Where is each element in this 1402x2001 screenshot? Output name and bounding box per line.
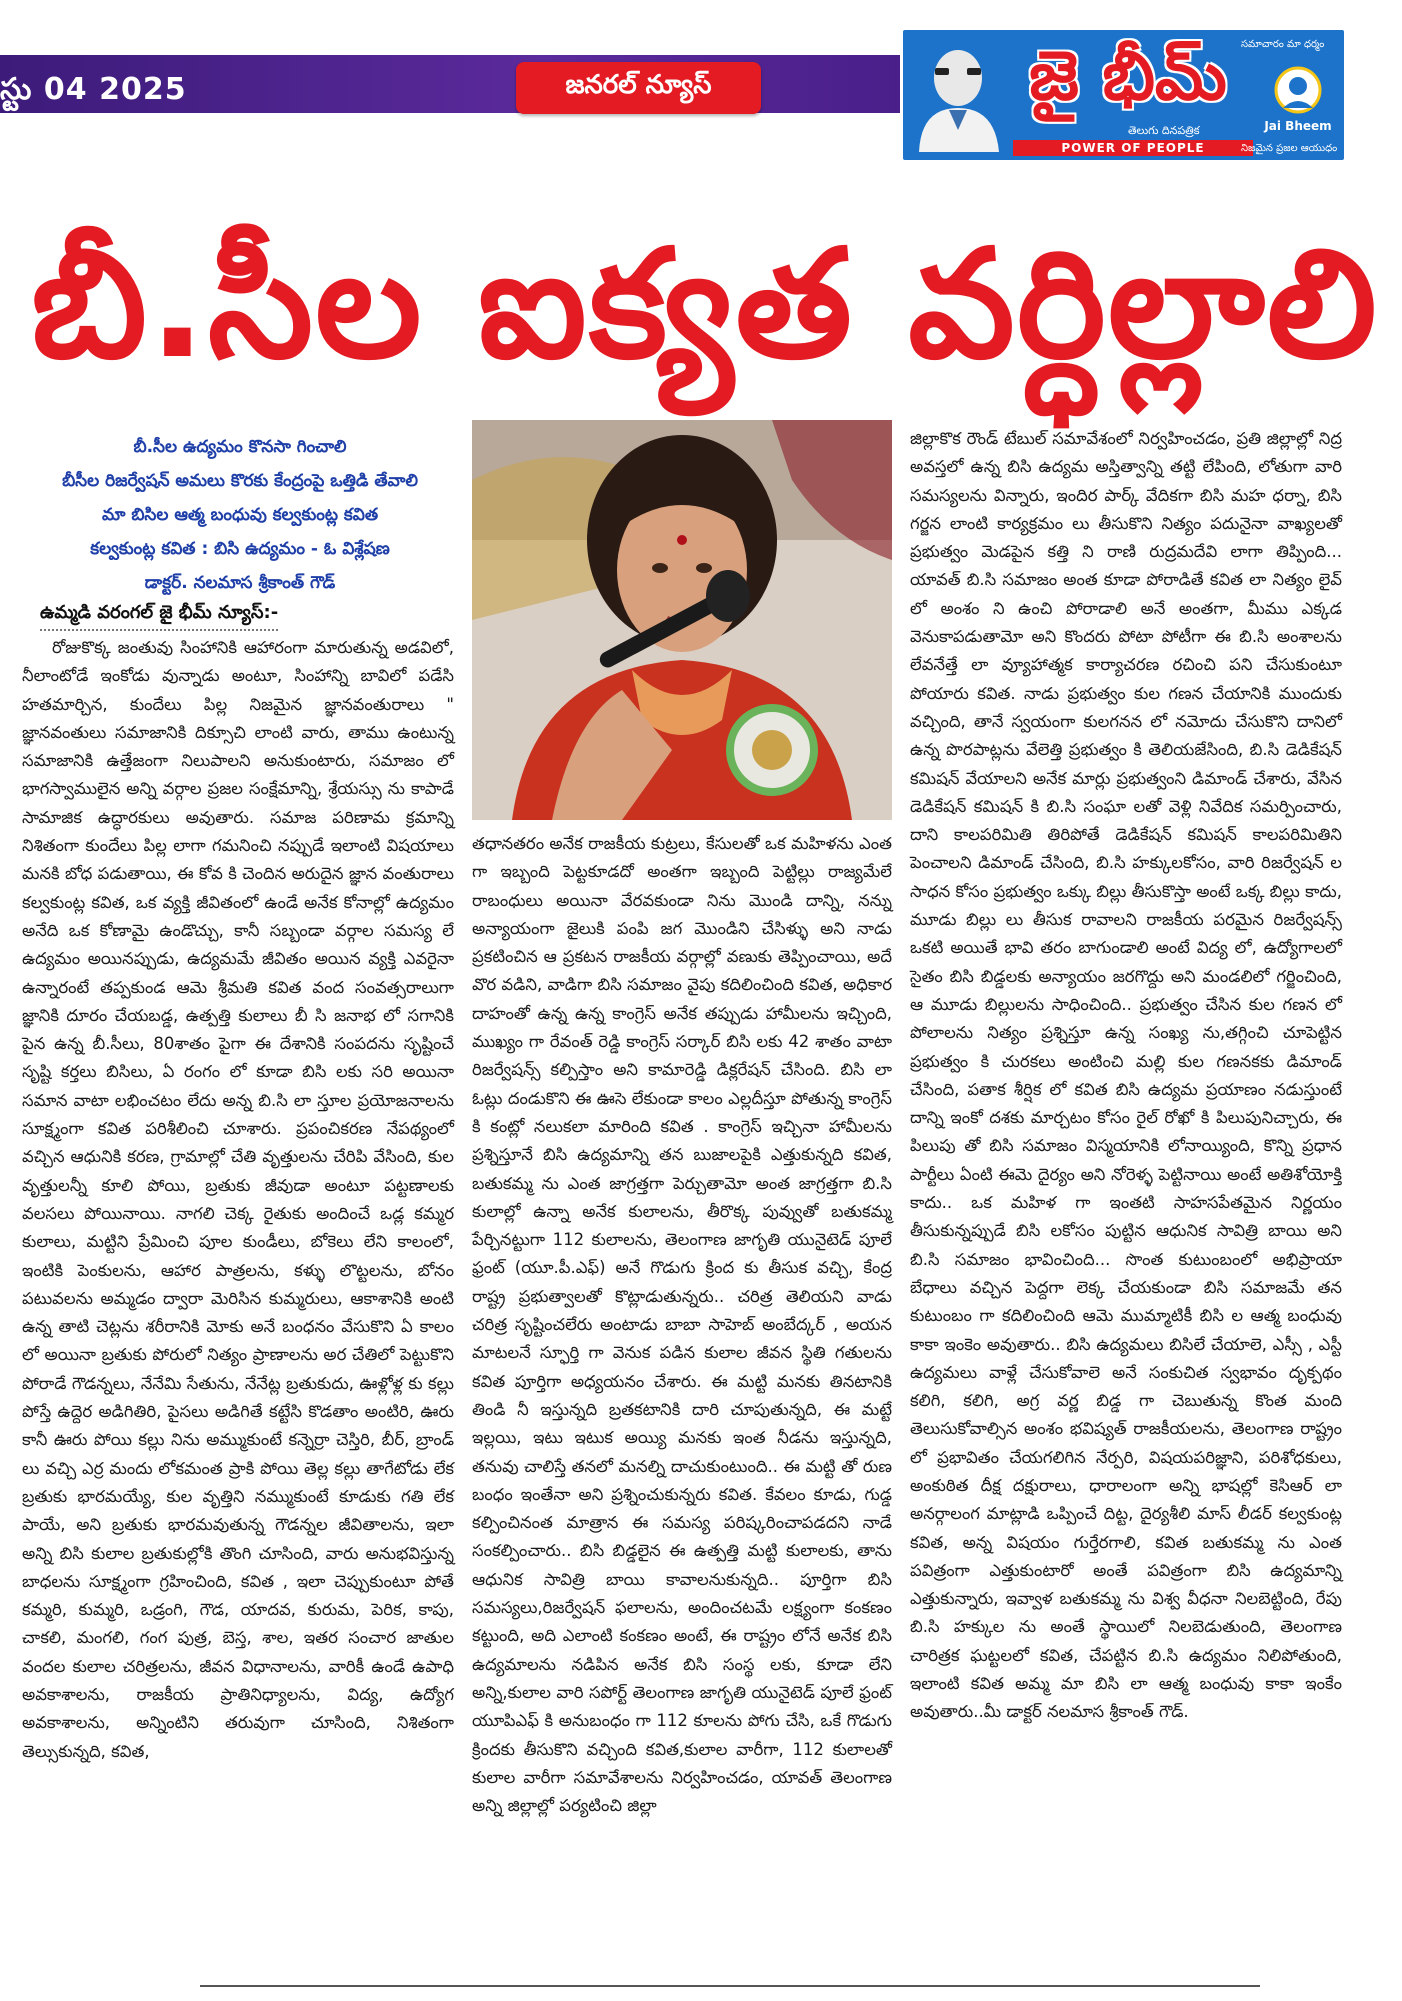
speaker-photo xyxy=(472,420,892,820)
footer-divider xyxy=(200,1985,1260,1987)
portrait-icon xyxy=(911,38,1006,152)
article-column-3 xyxy=(910,425,1342,1964)
headline: బీ.సీల ఐక్యత వర్ధిల్లాలి xyxy=(31,218,1379,392)
article-text: జిల్లాకొక రౌండ్ టేబుల్ సమావేశంలో నిర్వహించడం, ప్రతి జిల్లాల్లో నిద్ర అవస్తలో ఉన్న బిసి ఉద్యమ అస్తిత్వాన్ని తట్టి లేపింది, లోతుగా వారి సమస్యలను విన్నారు, ఇందిర పార్క్ వేదికగా బిసి మహ ధర్నా, బిసి గర్జన లాంటి కార్యక్రమం లు తీసుకొని నిత్యం పదునైనా వాఖ్యలతో ప్రభుత్వం మెడపైన కత్తి ని రాణి రుద్రమదేవి లాగా తిప్పింది... యావత్ బి.సి సమాజం అంత కూడా పోరాడితే కవిత లా నిత్యం లైవ్ లో అంశం ని ఉంచి పోరాడాలి అనే అంతగా, మీము ఎక్కడ వెనుకాపడుతామో అని కొందరు పోటా పోటీగా ఈ బి.సి అంశాలను లేవనేత్తే లా వ్యూహాత్మక కార్యాచరణ రచించి పని చేసుకుంటూ పోయారు కవిత. నాడు ప్రభుత్వం కుల గణన చేయానికి ముందుకు వచ్చింది, తానే స్వయంగా కులగనన లో నమోదు చేసుకొని దానిలో ఉన్న పొరపాట్లను వేలెత్తి ప్రభుత్వం కి తెలియజేసింది, బి.సి డెడికేషన్ కమిషన్ వేయాలని అనేక మార్లు ప్రభుత్వంని డిమాండ్ చేశారు, వేసిన డెడికేషన్ కమిషన్ కి బి.సి సంఘా లతో వెళ్లి నివేదిక సమర్పించారు, దాని కాలపరిమితి తిరిపోతే డెడికేషన్ కమిషన్ కాలపరిమితిని పెంచాలని డిమాండ్ చేసింది, బి.సి హక్కులకోసం, వారి రిజర్వేషన్ ల సాధన కోసం ప్రభుత్వం ఒక్కు బిల్లు తీసుకొస్తా అంటే ఒక్క బిల్లు కాదు, మూడు బిల్లు లు తీసుక రావాలని రాజకీయ పరమైన రిజర్వేషన్స్ ఒకటి అయితే భావి తరం బాగుండాలి అంటే విద్య లో, ఉద్యోగాలలో సైతం బిసి బిడ్డలకు అన్యాయం జరగొద్దు అని మండలిలో గర్జించింది, ఆ మూడు బిల్లులను సాధించింది.. ప్రభుత్వం చేసిన కుల గణన లో పోలాలను నిత్యం ప్రశ్నిస్తూ ఉన్న సంఖ్య ను,తగ్గించి చూపెట్టిన ప్రభుత్వం కి చురకలు అంటించి మల్లి కుల గణనకకు డిమాండ్ చేసింది, పతాక శీర్షిక లో కవిత బిసి ఉద్యమ ప్రయాణం నడుస్తుంటే దాన్ని ఇంకో దశకు మార్చటం కోసం రైల్ రోఖో కి పిలుపునిచ్చారు, ఈ పిలుపు తో బిసి సమాజం విస్మయానికి లోనాయ్యింది, కొన్ని ప్రధాన పార్టీలు ఏంటి ఈమె దైర్యం అని నోరెళ్ళ పెట్టినాయి అంటే అతిశోయోక్తి కాదు.. ఒక మహిళ గా ఇంతటి సాహసపేతమైన నిర్ణయం తీసుకున్నప్పుడే బిసి లకోసం పుట్టిన ఆధునిక సావిత్రి బాయి అని బి.సి సమాజం భావించింది... సొంత కుటుంబంలో అభిప్రాయా బేధాలు వచ్చిన పెద్దగా లెక్క చేయకుండా బిసి సమాజమే తన కుటుంబం గా కదిలించింది ఆమె ముమ్మాటికీ బిసి ల ఆత్మ బంధువు కాకా ఇంకెం అవుతారు.. బిసి ఉద్యమలు బిసిలే చేయాలె, ఎస్సీ , ఎస్టీ ఉద్యమలు వాళ్లే చేసుకోవాలె అనే సంకుచిత స్వభావం దృక్పథం కలిగి, కలిగి, అగ్ర వర్ణ బిడ్డ గా చెబుతున్న కొంత మంది తెలుసుకోవాల్సిన అంశం భవిష్యత్ రాజకీయలను, తెలంగాణ రాష్ట్రం లో ప్రభావితం చేయగలిగిన నేర్పరి, విషయపరిజ్ఞాని, పరిశోధకులు, అంకుఠిత దీక్ష దక్షురాలు, ధారాలంగా అన్ని భాషల్లో కెసిఆర్ లా అనర్గాలంగ మాట్లాడి ఒప్పించే దిట్ట, దైర్యశీలి మాస్ లీడర్ కల్వకుంట్ల కవిత, అన్న విషయం గుర్తేరగాలి, కవిత బతుకమ్మ ను ఎంత పవిత్రంగా ఎత్తుకుంటారో అంతే పవిత్రంగా బిసి ఉద్యమాన్ని ఎత్తుకున్నారు, ఇవ్వాళ బతుకమ్మ ను విశ్వ వీధనా నిలబెట్టింది, రేపు బి.సి హక్కుల ను అంతే స్థాయిలో నిలబెడుతుంది, తెలంగాణ చారిత్రక ఘట్టలలో కవిత, చేపట్టిన బి.సి ఉద్యమం నిలిపోతుంది, ఇలాంటి కవిత అమ్మ మా బిసి లా ఆత్మ బంధువు కాకా ఇంకేం అవుతారు..మీ డాక్టర్ నలమాస శ్రీకాంత్ గౌడ్. xyxy=(910,429,1342,1722)
article-column-1 xyxy=(22,634,454,1964)
section-label: జనరల్ న్యూస్ xyxy=(516,62,761,114)
article-text: తధానతరం అనేక రాజకీయ కుట్రలు, కేసులతో ఒక మహిళను ఎంత గా ఇబ్బంది పెట్టకూడదో అంతగా ఇబ్బంది పెట్టిల్లు రాజ్యమేలే రాబంధులు అయినా వేరవకుండా నిను మొండి దాన్ని, నన్ను అన్యాయంగా జైలుకి పంపి జగ మొండిని చేసిళ్ళు అని నాడు ప్రకటించిన ఆ ప్రకటన రాజకీయ వర్గాల్లో వణుకు తెప్పించాయి, అదే వొర వడిని, వాడిగా బిసి సమాజం వైపు కదిలించింది కవిత, అధికార దాహంతో ఉన్న ఉన్న కాంగ్రెస్ అనేక తప్పుడు హామీలను ఇచ్చింది, ముఖ్యం గా రేవంత్ రెడ్డి కాంగ్రెస్ సర్కార్ బిసి లకు 42 శాతం వాటా రిజర్వేషన్స్ కల్పిస్తాం అని కామారెడ్డి డిక్లరేషన్ చేసింది. బిసి లా ఓట్లు దండుకొని ఈ ఊసె లేకుండా కాలం ఎల్లదీస్తూ పోతున్న కాంగ్రెస్ కి కంట్లో నలుకలా మారింది కవిత . కాంగ్రెస్ ఇచ్చినా హామీలను ప్రశ్నిస్తూనే బిసి ఉద్యమాన్ని తన బుజాలపైకి ఎత్తుకున్నది కవిత, బతుకమ్మ ను ఎంత జాగ్రత్తగా పెర్చుతామో అంత జాగ్రత్తగా బి.సి కులాల్లో ఉన్నా అనేక కులాలను, తీరొక్క పువ్వుతో బతుకమ్మ పేర్చినట్టుగా 112 కులాలను, తెలంగాణ జాగృతి యునైటెడ్ పూలే ఫ్రంట్ (యూ.పీ.ఎఫ్) అనే గొడుగు క్రింద కు తీసుక వచ్చి, కేంద్ర రాష్ట్ర ప్రభుత్వాలతో కొట్లాడుతున్నరు.. చరిత్ర తెలియని వాడు చరిత్ర సృష్టించలేరు అంటాడు బాబా సాహెబ్ అంబేద్కర్ , అయన మాటలనే స్ఫూర్తి గా వెనుక పడిన కులాల జీవన స్థితి గతులను కవిత పూర్తిగా అధ్యయనం చేశారు. ఈ మట్టి మనకు తినటానికి తిండి నీ ఇస్తున్నది బ్రతకటానికి దారి చూపుతున్నది, ఈ మట్టే ఇల్లయి, ఇటు ఇటుక అయ్యి మనకు ఇంత నీడను ఇస్తున్నది, తనువు చాలిస్తే తనలో మనల్ని దాచుకుంటుంది.. ఈ మట్టి తో రుణ బంధం ఇంతేనా అని ప్రశ్నించుకున్నరు కవిత. కేవలం కూడు, గుడ్డ కల్పించినంత మాత్రాన ఈ సమస్య పరిష్కరించాపడదని నాడే సంకల్పించారు.. బిసి బిడ్డలైన ఈ ఉత్పత్తి మట్టి కులాలకు, తాను ఆధునిక సావిత్రి బాయి కావాలనుకున్నది.. పూర్తిగా బిసి సమస్యలు,రిజర్వేషన్ ఫలాలను, అందించటమే లక్ష్యంగా కంకణం కట్టుంది, అది ఎలాంటి కంకణం అంటే, ఈ రాష్ట్రం లోనే అనేక బిసి ఉద్యమాలను నడిపిన అనేక బిసి సంస్థ లకు, కూడా లేని అన్ని,కులాల వారి సపోర్ట్ తెలంగాణ జాగృతి యునైటెడ్ పూలే ఫ్రంట్ యూపిఎఫ్ కి అనుబంధం గా 112 కూలను పోగు చేసి, ఒకే గొడుగు క్రిందకు తీసుకొని వచ్చింది కవిత,కులాల వారీగా, 112 కులాలతో కులాల వారీగా సమావేశాలను నిర్వహించడం, యావత్ తెలంగాణ అన్ని జిల్లాల్లో పర్యటించి జిల్లా xyxy=(472,834,892,1816)
subheadings xyxy=(20,430,460,600)
subheading: మా బిసిల ఆత్మ బంధువు కల్వకుంట్ల కవిత xyxy=(101,505,379,525)
subheading: బీసీల రిజర్వేషన్ అమలు కొరకు కేంద్రంపై ఒత్తిడి తేవాలి xyxy=(62,471,418,491)
subheading: బీ.సీల ఉద్యమం కొనసా గించాలి xyxy=(133,437,347,457)
issue-date: స్టు 04 2025 xyxy=(0,72,187,107)
masthead-subtitle: తెలుగు దినపత్రిక xyxy=(1128,124,1200,137)
article-text: రోజుకొక్క జంతువు సింహానికి ఆహారంగా మారుతున్న అడవిలో, నీలాంటోడే ఇంకోడు వున్నాడు అంటూ, సింహాన్ని బావిలో పడేసి హతమార్చిన, కుందేలు పిల్ల నిజమైన జ్ఞానవంతురాలు " జ్ఞానవంతులు సమాజానికి దిక్సూచి లాంటి వారు, తాము ఉంటున్న సమాజానికి ఉత్తేజంగా నిలుపాలని అనుకుంటారు, సమాజం లో భాగస్వాములైన అన్ని వర్గాల ప్రజల సంక్షేమాన్ని, శ్రేయస్సు ను కాపాడే సామాజిక ఉద్ధారకులు అవుతారు. సమాజ పరిణామ క్రమాన్ని నిశితంగా కుందేలు పిల్ల లాగా గమనించి నప్పుడే ఇలాంటి విషయాలు మనకి బోధ పడుతాయి, ఈ కోవ కి చెందిన అరుదైన జ్ఞాన వంతురాలు కల్వకుంట్ల కవిత, ఒక వ్యక్తి జీవితంలో ఉండే అనేక కోనాల్లో ఉద్యమం అనేది ఒక కోణామై ఉండొచ్చు, కానీ సబ్బండా వర్గాల సమస్య లే ఉద్యమం అయినప్పుడు, ఉద్యమమే జీవితం అయిన వ్యక్తి ఎవరైనా ఉన్నారంటే తప్పకుండ ఆమె శ్రీమతి కవిత వంద సంవత్సరాలుగా జ్ఞానికి దూరం చేయబడ్డ, ఉత్పత్తి కులాలు బీ సి జనాభ లో సగానికి పైన ఉన్న బీ.సీలు, 80శాతం పైగా ఈ దేశానికి సంపదను సృష్టించే సృష్టి కర్తలు బిసిలు, ఏ రంగం లో కూడా బిసి లకు సరి అయినా సమాన వాటా లభించటం లేదు అన్న బి.సి లా స్తూల ప్రయోజనాలను సూక్ష్మంగా కవిత పరిశీలించి చూశారు. ప్రపంచికరణ నేపథ్యంలో వచ్చిన ఆధునికి కరణ, గ్రామాల్లో చేతి వృత్తులను చేరిపి వేసింది, కుల వృత్తులన్నీ కూలి పోయి, బ్రతుకు జీవుడా అంటూ పట్టణాలకు వలసలు పోయినాయి. నాగలి చెక్క రైతుకు అందించే ఒడ్ల కమ్మర కులాలు, మట్టిని ప్రేమించి పూల కుండీలు, బోకెలు లేని కాలంలో, ఇంటికి పెంకులను, ఆహార పాత్రలను, కళ్ళు లొట్టలను, బోనం పటువలను అమ్మడం ద్వారా మెరిసిన కుమ్మరులు, ఆకాశానికి అంటి ఉన్న తాటి చెట్లను శరీరానికి మోకు అనే బంధనం వేసుకొని ఏ కాలం లో అయినా బ్రతుకు పోరులో నిత్యం ప్రాణాలను అర చేతిలో పెట్టుకొని పోరాడే గౌడన్నలు, నేనేమి సేతును, నేనేట్ల బ్రతుకుదు, ఊళ్లోళ్ల కు కల్లు పోస్తే ఉద్దెర అడిగితిరి, పైసలు అడిగితే కట్టేసి కొడతాం అంటిరి, ఊరు కానీ ఊరు పోయి కల్లు నిను అమ్ముకుంటే కన్నెర్రా చెస్తిరి, బీర్, బ్రాండ్ లు వచ్చి ఎర్ర మందు లోకమంత ప్రాకి పోయి తెల్ల కల్లు తాగేటోడు లేక బ్రతుకు భారమయ్యే, కుల వృత్తిని నమ్ముకుంటే కూడుకు గతి లేక పాయే, అని బ్రతుకు భారమవుతున్న గౌడన్నల జీవితాలను, ఇలా అన్ని బిసి కులాల బ్రతుకుల్లోకి తొంగి చూసింది, వారు అనుభవిస్తున్న బాధలను సూక్ష్మంగా గ్రహించింది, కవిత , ఇలా చెప్పుకుంటూ పోతే కమ్మరి, కుమ్మరి, ఒడ్రంగి, గౌడ, యాదవ, కురుమ, పెరిక, కాపు, చాకలి, మంగలి, గంగ పుత్ర, బెస్త, శాల, ఇతర సంచార జాతుల వందల కులాల చరిత్రలను, జీవన విధానాలను, వారికీ ఉండే ఉపాధి అవకాశాలను, రాజకీయ ప్రాతినిధ్యాలను, విద్య, ఉద్యోగ అవకాశాలను, అన్నింటిని తరువుగా చూసింది, నిశితంగా తెల్సుకున్నది, కవిత, xyxy=(22,638,454,1761)
masthead-bottom-tagline: నిజమైన ప్రజల ఆయుధం xyxy=(1241,143,1338,154)
author-line: డాక్టర్. నలమాస శ్రీకాంత్ గౌడ్ xyxy=(144,573,336,593)
masthead-top-tagline: సమాచారం మా ధర్మం xyxy=(1241,39,1325,50)
masthead-power-tagline: POWER OF PEOPLE xyxy=(1013,140,1253,156)
logo-text: Jai Bheem xyxy=(1264,119,1332,133)
subheading: కల్వకుంట్ల కవిత : బిసి ఉద్యమం - ఓ విశ్లేషణ xyxy=(90,539,390,559)
masthead-title: జై భీమ్ xyxy=(1029,37,1227,116)
byline: ఉమ్మడి వరంగల్ జై భీమ్ న్యూస్:- xyxy=(40,602,278,631)
jai-bheem-logo-icon xyxy=(1263,64,1333,136)
masthead[interactable] xyxy=(903,30,1344,160)
article-column-2 xyxy=(472,830,892,1964)
